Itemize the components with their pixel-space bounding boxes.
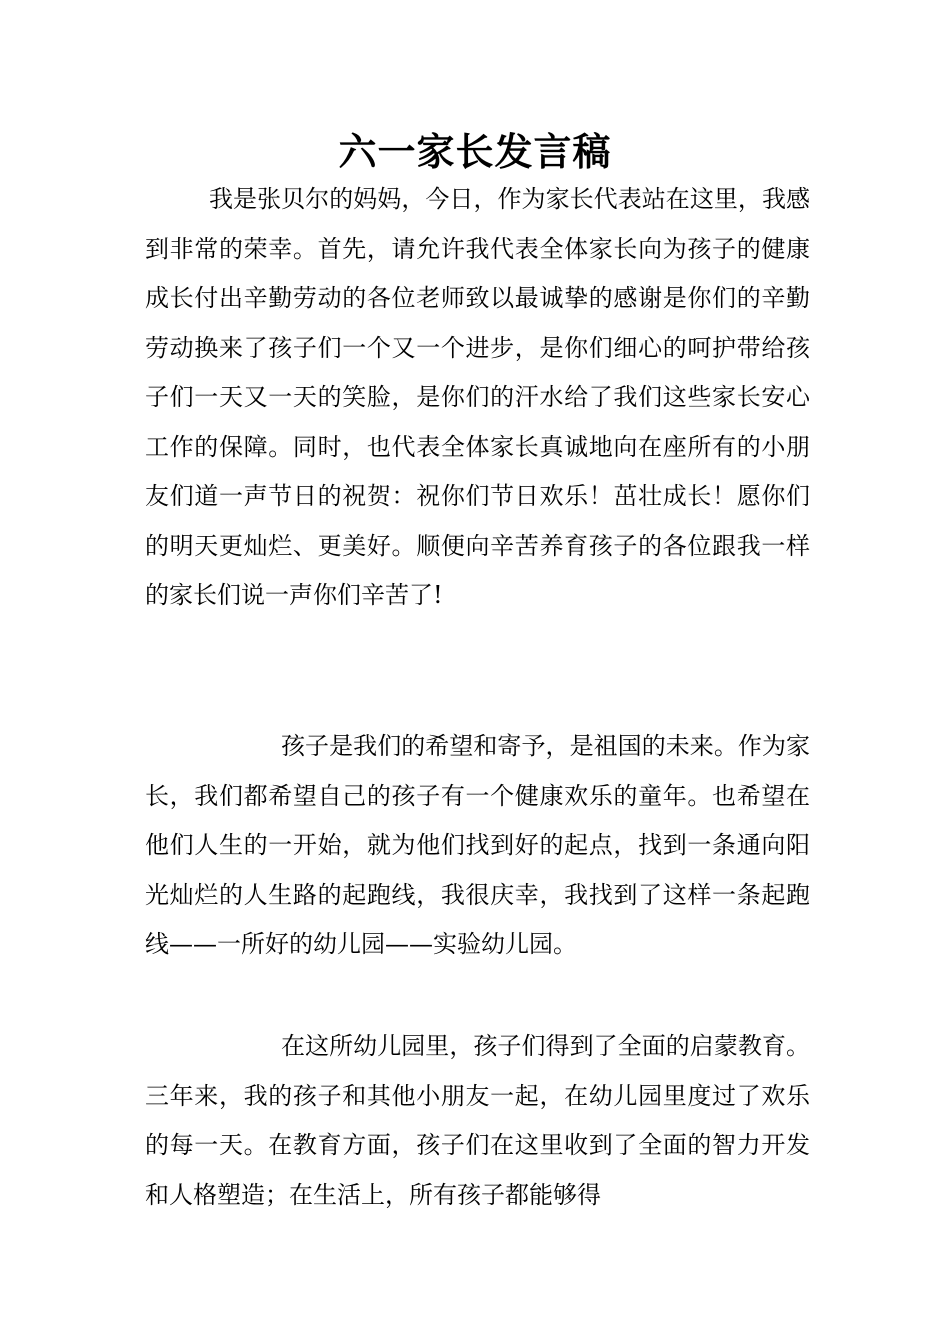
paragraph-3: 在这所幼儿园里，孩子们得到了全面的启蒙教育。三年来，我的孩子和其他小朋友一起，在幼儿园里度过了欢乐的每一天。在教育方面，孩子们在这里收到了全面的智力开发和人格塑造；在生活上，所有孩子都能够得	[145, 1032, 810, 1209]
paragraph-2: 孩子是我们的希望和寄予，是祖国的未来。作为家长，我们都希望自己的孩子有一个健康欢乐的童年。也希望在他们人生的一开始，就为他们找到好的起点，找到一条通向阳光灿烂的人生路的起跑线，我很庆幸，我找到了这样一条起跑线——一所好的幼儿园——实验幼儿园。	[145, 732, 810, 958]
document-title: 六一家长发言稿	[338, 130, 612, 174]
paragraph-1: 我是张贝尔的妈妈，今日，作为家长代表站在这里，我感到非常的荣幸。首先，请允许我代表全体家长向为孩子的健康成长付出辛勤劳动的各位老师致以最诚挚的感谢是你们的辛勤劳动换来了孩子们一个又一个进步，是你们细心的呵护带给孩子们一天又一天的笑脸，是你们的汗水给了我们这些家长安心工作的保障。同时，也代表全体家长真诚地向在座所有的小朋友们道一声节日的祝贺：祝你们节日欢乐！茁壮成长！愿你们的明天更灿烂、更美好。顺便向辛苦养育孩子的各位跟我一样的家长们说一声你们辛苦了!	[145, 185, 810, 609]
